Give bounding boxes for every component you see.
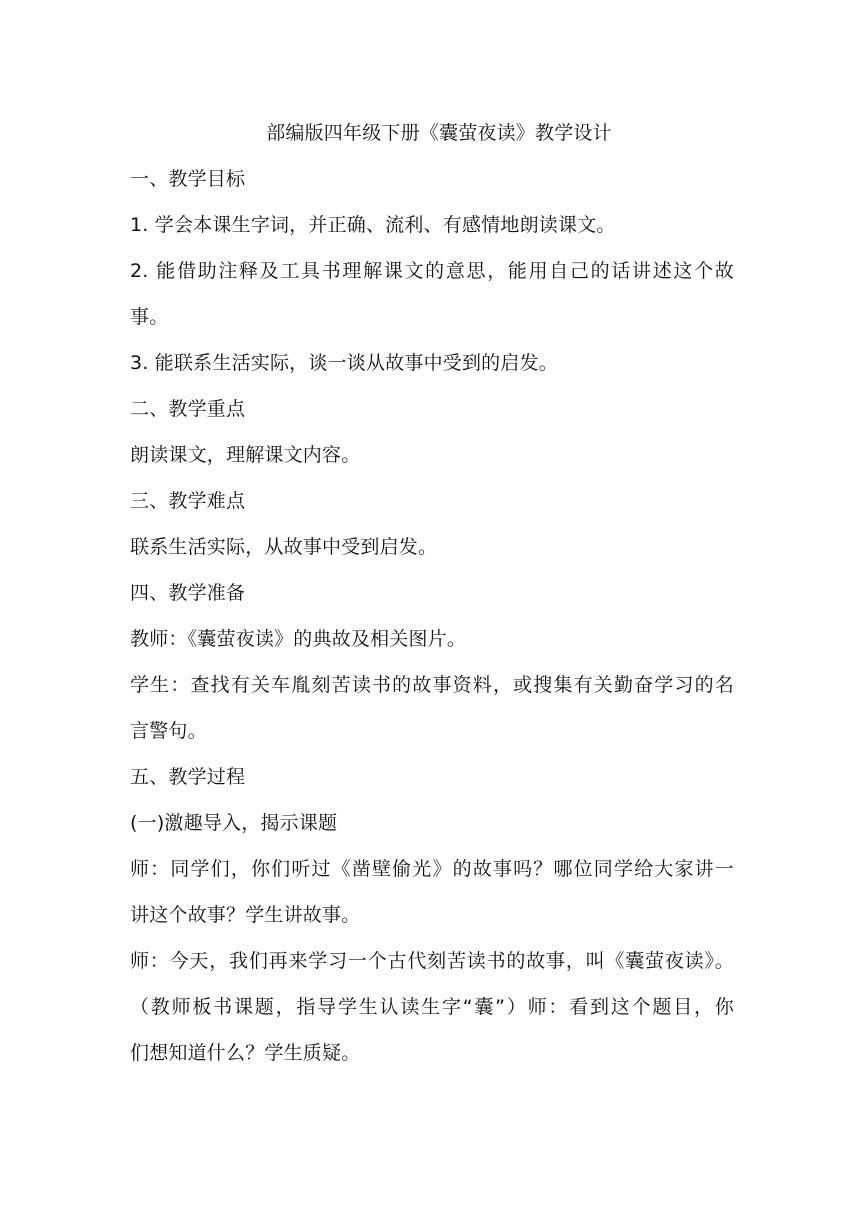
objective-item-3: 3. 能联系生活实际，谈一谈从故事中受到的启发。 xyxy=(130,352,558,374)
objective-item-2: 2. 能借助注释及工具书理解课文的意思，能用自己的话讲述这个故 xyxy=(130,260,734,282)
document-body xyxy=(130,110,734,1076)
document-title: 部编版四年级下册《囊萤夜读》教学设计 xyxy=(266,122,612,144)
objective-item-1: 1. 学会本课生字词，并正确、流利、有感情地朗读课文。 xyxy=(130,214,616,236)
process-paragraph-2: 师：今天，我们再来学习一个古代刻苦读书的故事，叫《囊萤夜读》。 xyxy=(130,950,734,972)
difficulties-text: 联系生活实际，从故事中受到启发。 xyxy=(130,536,438,558)
section-heading-preparation: 四、教学准备 xyxy=(130,582,246,604)
preparation-student-continued: 言警句。 xyxy=(130,720,207,742)
preparation-student: 学生：查找有关车胤刻苦读书的故事资料，或搜集有关勤奋学习的名 xyxy=(130,674,734,696)
process-paragraph-1-continued: 讲这个故事？学生讲故事。 xyxy=(130,904,361,926)
process-paragraph-1: 师：同学们，你们听过《凿壁偷光》的故事吗？哪位同学给大家讲一 xyxy=(130,858,734,880)
process-paragraph-2-continued: （教师板书课题，指导学生认读生字“囊”）师：看到这个题目，你 xyxy=(130,996,734,1018)
process-paragraph-2-end: 们想知道什么？学生质疑。 xyxy=(130,1042,361,1064)
section-heading-difficulties: 三、教学难点 xyxy=(130,490,246,512)
objective-item-2-continued: 事。 xyxy=(130,306,169,328)
section-heading-key-points: 二、教学重点 xyxy=(130,398,246,420)
key-points-text: 朗读课文，理解课文内容。 xyxy=(130,444,361,466)
section-heading-process: 五、教学过程 xyxy=(130,766,246,788)
preparation-teacher: 教师：《囊萤夜读》的典故及相关图片。 xyxy=(130,628,467,650)
section-heading-objectives: 一、教学目标 xyxy=(130,168,246,190)
process-subheading-intro: (一)激趣导入，揭示课题 xyxy=(130,812,338,834)
